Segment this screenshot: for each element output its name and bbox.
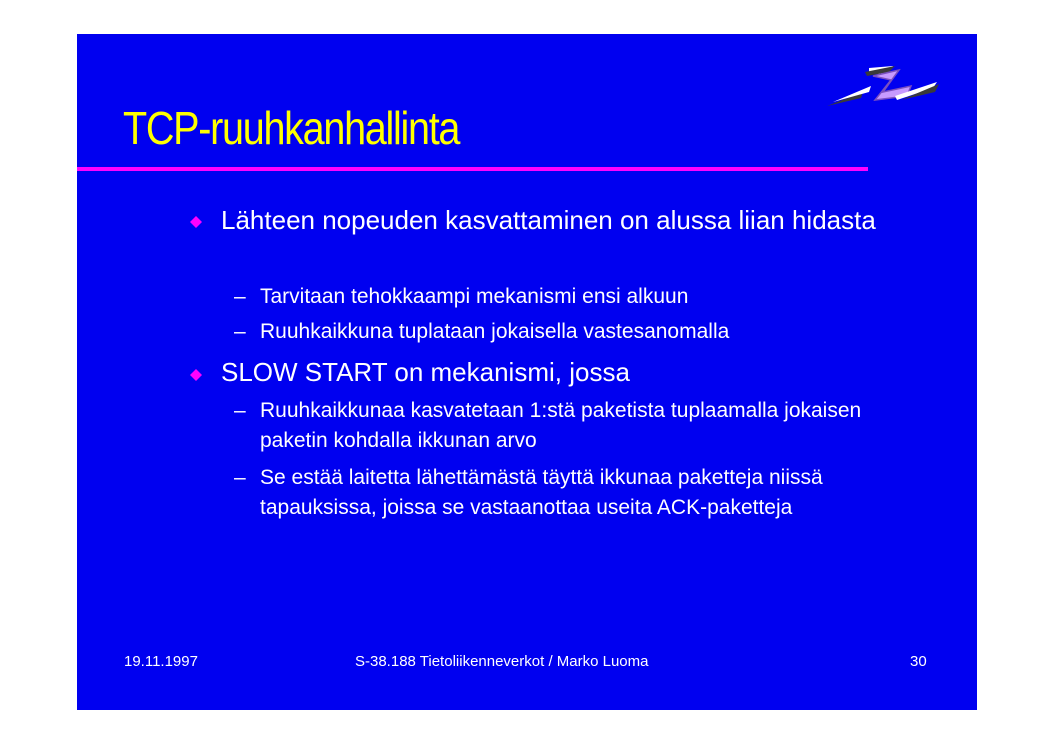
footer-page-number: 30 — [910, 653, 927, 670]
sub-item-2-1: Ruuhkaikkunaa kasvatetaan 1:stä paketista tuplaamalla jokaisen paketin kohdalla ikkunan arvo — [260, 399, 862, 452]
footer-course: S-38.188 Tietoliikenneverkot / Marko Luoma — [355, 653, 649, 670]
slide-title: TCP-ruuhkanhallinta — [123, 102, 460, 154]
dash-marker: – — [234, 320, 246, 343]
bullet-item-1: Lähteen nopeuden kasvattaminen on alussa liian hidasta — [221, 205, 876, 235]
diamond-bullet-icon — [190, 369, 202, 381]
bullet-item-2: SLOW START on mekanismi, jossa — [221, 357, 630, 387]
footer-date: 19.11.1997 — [124, 653, 198, 670]
slide — [77, 34, 977, 710]
sub-item-1-1: Tarvitaan tehokkaampi mekanismi ensi alkuun — [260, 285, 689, 308]
dash-marker: – — [234, 466, 246, 489]
sub-item-2-2: Se estää laitetta lähettämästä täyttä ikkunaa paketteja niissä tapauksissa, joissa se vastaanottaa useita ACK-paketteja — [260, 466, 823, 519]
sub-item-1-2: Ruuhkaikkuna tuplataan jokaisella vastesanomalla — [260, 320, 730, 343]
slide-content — [77, 34, 977, 710]
diamond-bullet-icon — [190, 216, 202, 228]
dash-marker: – — [234, 285, 246, 308]
dash-marker: – — [234, 399, 246, 422]
